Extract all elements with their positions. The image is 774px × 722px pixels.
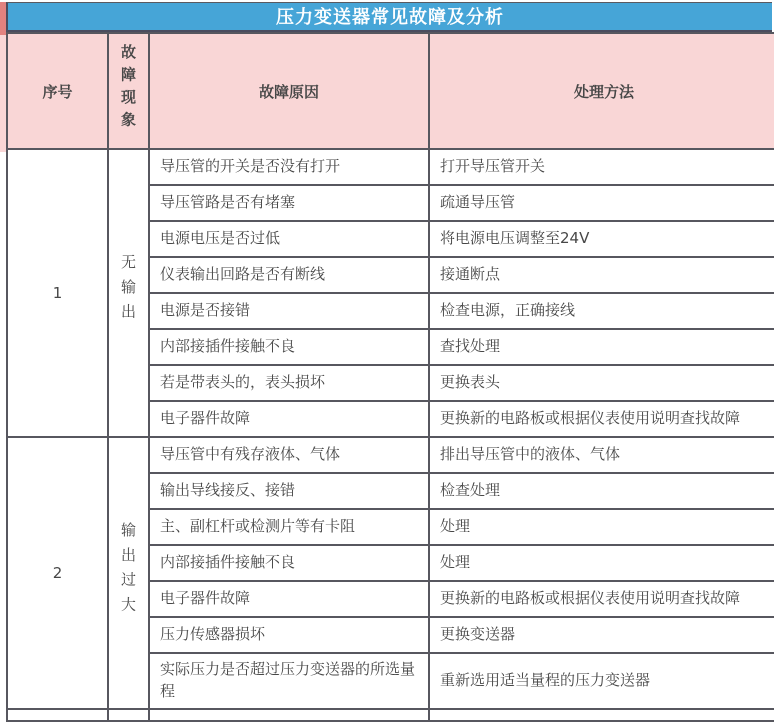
cause-cell: 导压管中有残存液体、气体	[149, 437, 429, 473]
fault-table	[6, 32, 774, 722]
phenomenon-cell-2	[108, 437, 149, 709]
method-cell: 更换新的电路板或根据仪表使用说明查找故障	[429, 581, 774, 617]
serial-cell-1: 1	[7, 149, 108, 437]
table-row-cutoff	[7, 709, 774, 721]
column-header-phenomenon-label: 故障现象	[119, 44, 137, 134]
column-header-serial: 序号	[7, 33, 108, 149]
page-title: 压力变送器常见故障及分析	[6, 2, 772, 32]
page	[6, 0, 774, 722]
cause-cell: 导压管路是否有堵塞	[149, 185, 429, 221]
header-row	[7, 33, 774, 149]
column-header-cause: 故障原因	[149, 33, 429, 149]
method-cell: 检查处理	[429, 473, 774, 509]
column-header-method: 处理方法	[429, 33, 774, 149]
method-cell: 打开导压管开关	[429, 149, 774, 185]
method-cell: 疏通导压管	[429, 185, 774, 221]
serial-cell-2: 2	[7, 437, 108, 709]
method-cell: 将电源电压调整至24V	[429, 221, 774, 257]
method-cell: 更换变送器	[429, 617, 774, 653]
method-cell: 检查电源，正确接线	[429, 293, 774, 329]
cause-cell: 电源是否接错	[149, 293, 429, 329]
phenomenon-label-1: 无输出	[119, 253, 137, 329]
phenomenon-cell-1	[108, 149, 149, 437]
cause-cell: 实际压力是否超过压力变送器的所选量程	[149, 653, 429, 709]
cause-cell: 电源电压是否过低	[149, 221, 429, 257]
cause-cell: 内部接插件接触不良	[149, 545, 429, 581]
method-cell: 处理	[429, 509, 774, 545]
table-row	[7, 437, 774, 473]
left-edge-strip-title	[0, 2, 6, 35]
cause-cell: 输出导线接反、接错	[149, 473, 429, 509]
left-edge-strip-header	[0, 35, 6, 152]
table-row	[7, 149, 774, 185]
cause-cell: 压力传感器损坏	[149, 617, 429, 653]
method-cell: 处理	[429, 545, 774, 581]
method-cell: 更换新的电路板或根据仪表使用说明查找故障	[429, 401, 774, 437]
column-header-phenomenon	[108, 33, 149, 149]
cause-cell: 导压管的开关是否没有打开	[149, 149, 429, 185]
method-cell: 排出导压管中的液体、气体	[429, 437, 774, 473]
cause-cell: 电子器件故障	[149, 401, 429, 437]
cause-cell: 若是带表头的，表头损坏	[149, 365, 429, 401]
method-cell: 接通断点	[429, 257, 774, 293]
phenomenon-label-2: 输出过大	[119, 521, 137, 621]
cause-cell: 主、副杠杆或检测片等有卡阻	[149, 509, 429, 545]
method-cell: 查找处理	[429, 329, 774, 365]
method-cell: 更换表头	[429, 365, 774, 401]
method-cell: 重新选用适当量程的压力变送器	[429, 653, 774, 709]
cause-cell: 电子器件故障	[149, 581, 429, 617]
cause-cell: 内部接插件接触不良	[149, 329, 429, 365]
cause-cell: 仪表输出回路是否有断线	[149, 257, 429, 293]
